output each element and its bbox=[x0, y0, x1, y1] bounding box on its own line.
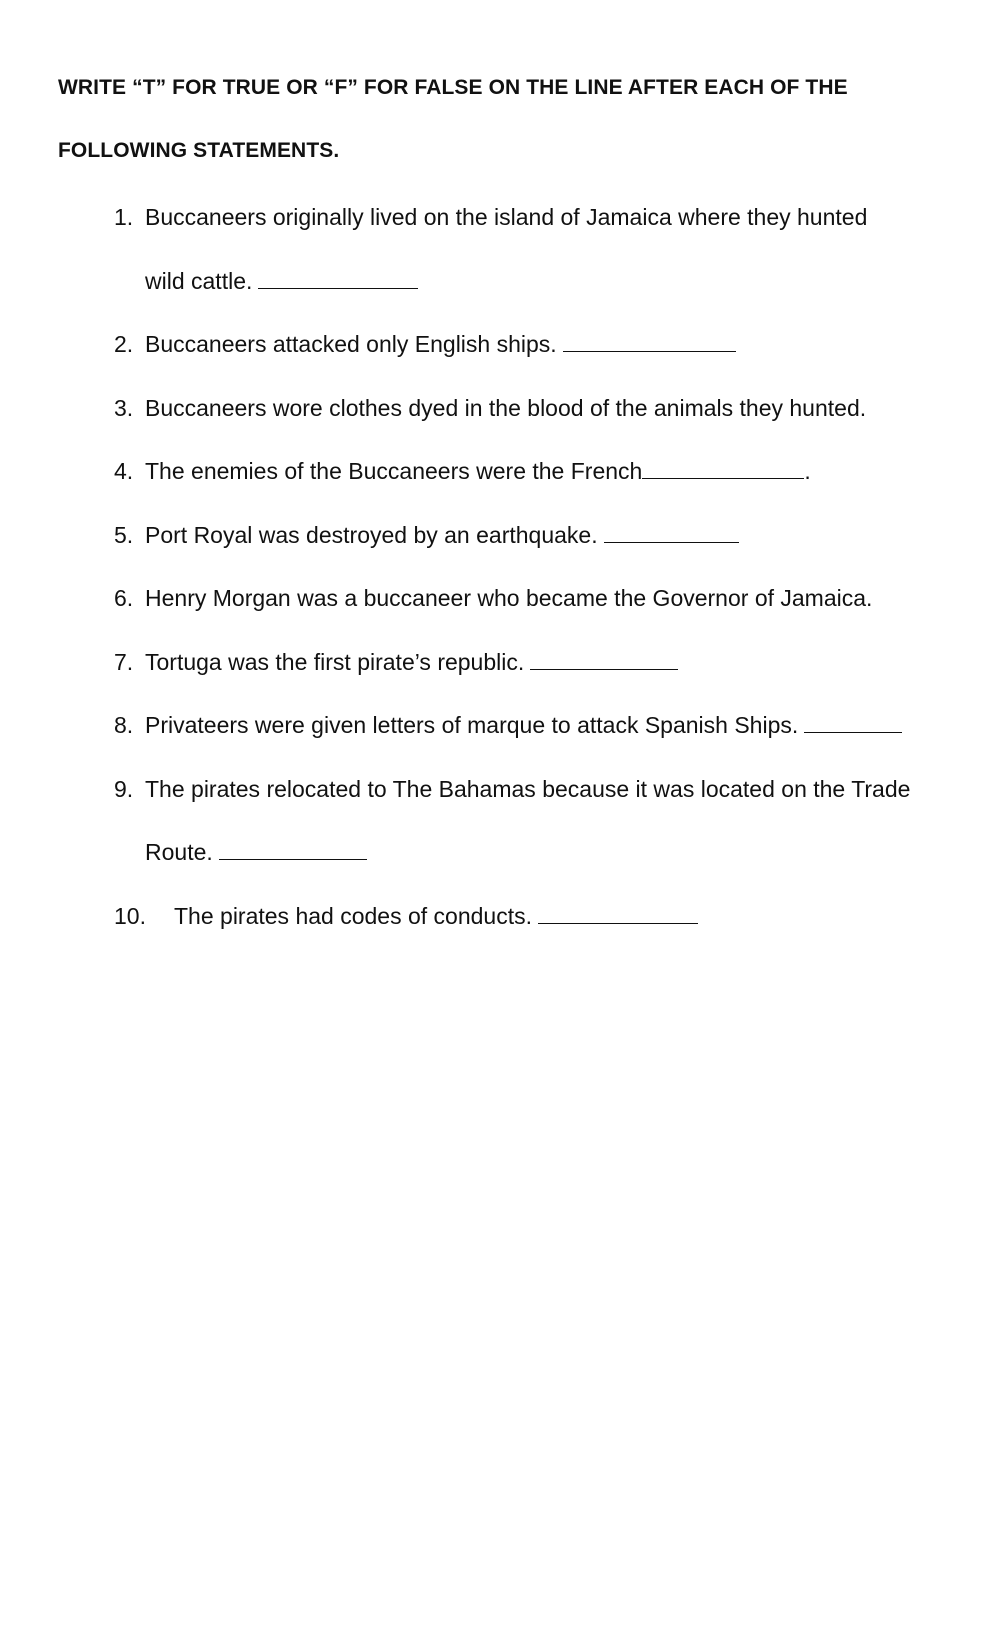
question-number: 4. bbox=[114, 458, 134, 484]
question-2 bbox=[114, 313, 944, 377]
question-8 bbox=[114, 694, 944, 758]
question-text: The enemies of the Buccaneers were the French bbox=[145, 458, 643, 484]
question-10 bbox=[114, 885, 944, 949]
answer-blank-8[interactable] bbox=[804, 712, 902, 733]
question-number: 5. bbox=[114, 521, 134, 548]
question-text: Buccaneers originally lived on the island of Jamaica where they hunted bbox=[145, 204, 868, 230]
answer-blank-1[interactable] bbox=[258, 268, 418, 289]
question-text: Henry Morgan was a buccaneer who became the Governor of Jamaica. bbox=[145, 585, 873, 611]
instructions-line-2: FOLLOWING STATEMENTS. bbox=[58, 139, 340, 162]
question-text-continued: Route. bbox=[145, 839, 213, 865]
question-text: The pirates had codes of conducts. bbox=[174, 902, 532, 929]
instructions-heading bbox=[58, 56, 958, 182]
question-text: Privateers were given letters of marque to attack Spanish Ships. bbox=[145, 712, 799, 738]
answer-blank-2[interactable] bbox=[563, 331, 736, 352]
question-number: 6. bbox=[114, 585, 134, 611]
question-7 bbox=[114, 631, 944, 695]
answer-blank-4[interactable] bbox=[642, 458, 804, 479]
question-3 bbox=[114, 377, 944, 441]
question-number: 7. bbox=[114, 648, 134, 675]
answer-blank-10[interactable] bbox=[538, 903, 698, 924]
question-number: 10. bbox=[114, 902, 146, 929]
question-text: Tortuga was the first pirate’s republic. bbox=[145, 648, 525, 675]
question-5 bbox=[114, 504, 944, 568]
answer-blank-7[interactable] bbox=[530, 649, 678, 670]
question-number: 8. bbox=[114, 712, 134, 738]
question-text: Buccaneers attacked only English ships. bbox=[145, 331, 557, 357]
question-9 bbox=[114, 758, 944, 885]
question-text-continued: wild cattle. bbox=[145, 267, 253, 294]
question-text: The pirates relocated to The Bahamas because it was located on the Trade bbox=[145, 775, 911, 802]
instructions-line-1: WRITE “T” FOR TRUE OR “F” FOR FALSE ON THE LINE AFTER EACH OF THE bbox=[58, 76, 848, 99]
question-text: Port Royal was destroyed by an earthquake. bbox=[145, 521, 598, 548]
answer-blank-5[interactable] bbox=[604, 522, 739, 543]
question-list bbox=[114, 186, 944, 948]
answer-blank-9[interactable] bbox=[219, 839, 367, 860]
question-number: 3. bbox=[114, 394, 134, 421]
question-suffix: . bbox=[804, 458, 811, 484]
question-text: Buccaneers wore clothes dyed in the blood of the animals they hunted. bbox=[145, 394, 867, 421]
question-6 bbox=[114, 567, 944, 631]
question-number: 2. bbox=[114, 331, 134, 357]
question-1 bbox=[114, 186, 944, 313]
question-number: 9. bbox=[114, 775, 134, 802]
question-4 bbox=[114, 440, 944, 504]
question-number: 1. bbox=[114, 204, 134, 230]
